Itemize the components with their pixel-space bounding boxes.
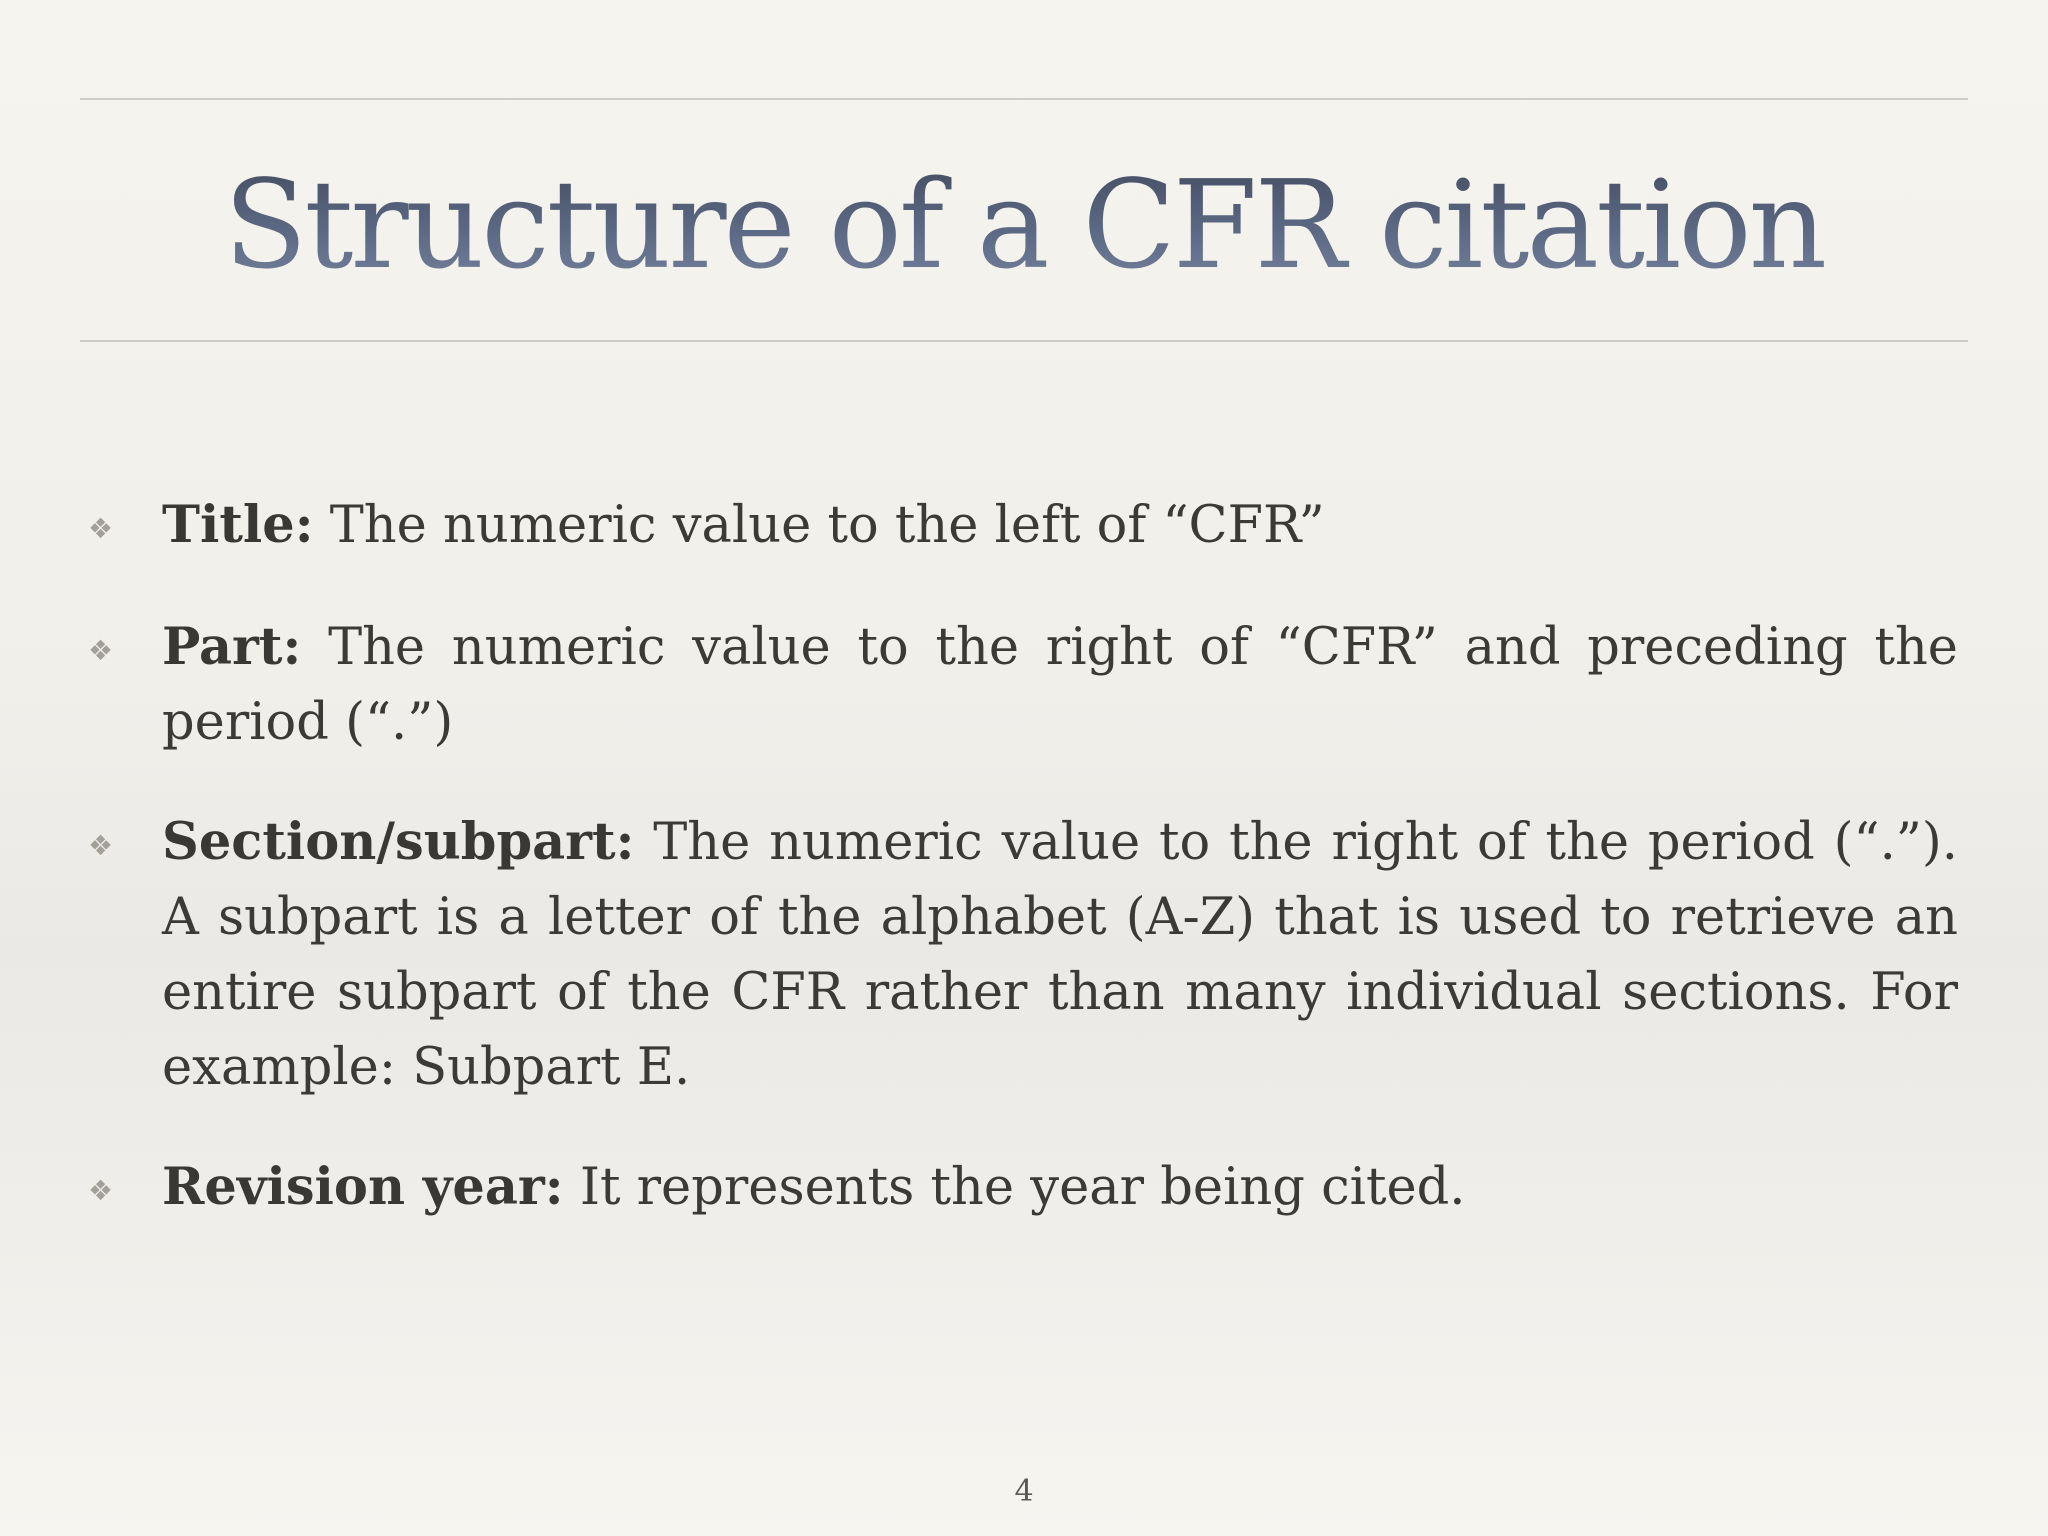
bullet-description: The numeric value to the left of “CFR” xyxy=(313,496,1325,555)
bullet-term: Section/subpart: xyxy=(162,812,635,872)
bullet-text xyxy=(162,1150,1958,1225)
diamond-flower-icon: ❖ xyxy=(88,512,114,545)
diamond-flower-icon: ❖ xyxy=(88,829,114,862)
bullet-description: It represents the year being cited. xyxy=(563,1158,1466,1217)
bullet-text xyxy=(162,805,1958,1105)
diamond-flower-icon: ❖ xyxy=(88,1174,114,1207)
bullet-text xyxy=(162,610,1958,760)
bullet-description: The numeric value to the right of “CFR” and preceding the period (“.”) xyxy=(162,618,1958,752)
bullet-description: The numeric value to the right of the period (“.”). A subpart is a letter of the alphabet (A-Z) that is used to retrieve an entire subpart of the CFR rather than many individual sections. For example: Subpart E. xyxy=(162,813,1958,1097)
page-number: 4 xyxy=(1014,1474,1034,1509)
slide-title: Structure of a CFR citation xyxy=(0,140,2048,310)
bullet-text xyxy=(162,488,1958,563)
bullet-term: Title: xyxy=(162,495,314,555)
diamond-flower-icon: ❖ xyxy=(88,634,114,667)
bullet-term: Revision year: xyxy=(162,1157,564,1217)
bullet-term: Part: xyxy=(162,617,302,677)
